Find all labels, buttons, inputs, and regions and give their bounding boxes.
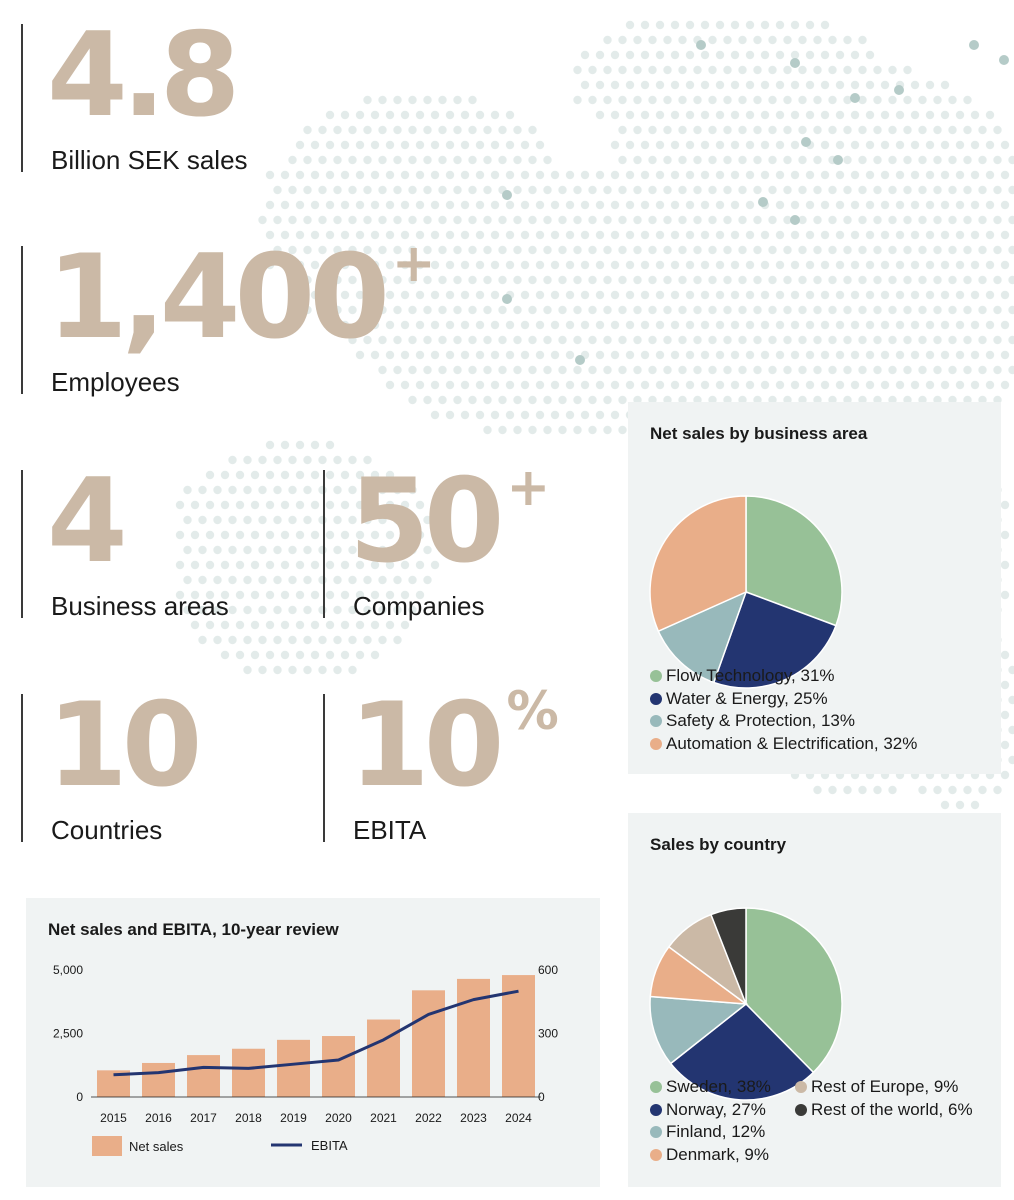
x-axis-tick: 2024 [505,1111,532,1125]
stat-ebita-label: EBITA [353,815,427,845]
legend-item-3 [650,734,917,754]
right-axis-tick: 300 [538,1026,559,1041]
legend-item-4 [795,1077,958,1097]
business-area-panel [628,402,1001,774]
legend-dot-icon [795,1081,807,1093]
legend-item-0 [650,1077,771,1097]
country-panel [628,813,1001,1187]
x-axis-tick: 2023 [460,1111,487,1125]
sales-ebita-chart [26,898,600,1187]
stat-business-areas-value: 4 [47,454,122,589]
stat-companies [323,454,605,621]
stat-ebita-value: 10 % [349,678,559,813]
country-title: Sales by country [650,835,787,854]
bar-net-sales [412,990,445,1097]
legend-dot-icon [650,1149,662,1161]
stat-countries-label: Countries [51,815,163,845]
bar-net-sales [232,1049,265,1097]
legend-dot-icon [650,670,662,682]
legend-item-3 [650,1145,769,1165]
left-axis-tick: 5,000 [52,963,83,977]
country-legend [650,1077,1000,1177]
x-axis-tick: 2018 [235,1111,262,1125]
x-axis-tick: 2019 [280,1111,307,1125]
legend-dot-icon [650,715,662,727]
legend-label: Safety & Protection, 13% [666,711,855,730]
legend-dot-icon [650,1081,662,1093]
sales-ebita-panel [26,898,600,1187]
stat-business-areas-label: Business areas [51,591,229,621]
stat-companies-label: Companies [353,591,485,621]
stat-ebita [323,678,605,845]
stat-sales-value: 4.8 [47,8,235,143]
legend-item-0 [650,666,835,686]
legend-label: Rest of the world, 6% [811,1099,973,1119]
legend-dot-icon [650,693,662,705]
legend-net-sales-swatch [92,1136,122,1156]
x-axis-tick: 2021 [370,1111,397,1125]
legend-item-2 [650,1122,765,1142]
legend-ebita-label: EBITA [311,1138,348,1153]
legend-label: Denmark, 9% [666,1144,769,1164]
bar-net-sales [187,1055,220,1097]
stat-employees-label: Employees [51,367,180,397]
business-area-pie [628,442,1001,702]
left-axis-tick: 0 [76,1090,83,1104]
stat-sales [21,8,323,175]
legend-item-1 [650,689,828,709]
legend-label: Norway, 27% [666,1099,766,1119]
right-axis-tick: 0 [538,1090,545,1104]
legend-dot-icon [650,738,662,750]
stat-employees [21,230,443,397]
legend-dot-icon [650,1126,662,1138]
legend-dot-icon [795,1104,807,1116]
stat-countries-value: 10 [47,678,197,813]
right-axis-tick: 600 [538,963,559,977]
business-area-title: Net sales by business area [650,424,868,443]
stat-sales-label: Billion SEK sales [51,145,248,175]
x-axis-tick: 2017 [190,1111,217,1125]
x-axis-tick: 2016 [145,1111,172,1125]
legend-label: Sweden, 38% [666,1077,771,1096]
legend-label: Automation & Electrification, 32% [666,733,918,753]
stat-countries [21,678,313,845]
bar-net-sales [322,1036,355,1097]
bar-net-sales [277,1040,310,1097]
legend-item-1 [650,1100,766,1120]
legend-label: Finland, 12% [666,1122,766,1141]
stat-employees-value: 1,400 + [47,230,436,365]
left-axis-tick: 2,500 [52,1026,83,1041]
legend-item-2 [650,711,855,731]
stat-companies-value: 50 + [349,454,551,589]
country-pie [628,853,1001,1113]
legend-label: Rest of Europe, 9% [811,1077,959,1096]
bar-net-sales [142,1063,175,1097]
x-axis-tick: 2020 [325,1111,352,1125]
x-axis-tick: 2015 [100,1111,127,1125]
x-axis-tick: 2022 [415,1111,442,1125]
business-area-legend [650,666,990,766]
legend-dot-icon [650,1104,662,1116]
sales-ebita-title: Net sales and EBITA, 10-year review [48,920,339,939]
legend-item-5 [795,1100,973,1120]
stat-business-areas [21,454,313,621]
legend-net-sales-label: Net sales [129,1139,184,1154]
legend-label: Flow Technology, 31% [666,666,835,685]
legend-label: Water & Energy, 25% [666,688,828,708]
bar-net-sales [367,1020,400,1097]
